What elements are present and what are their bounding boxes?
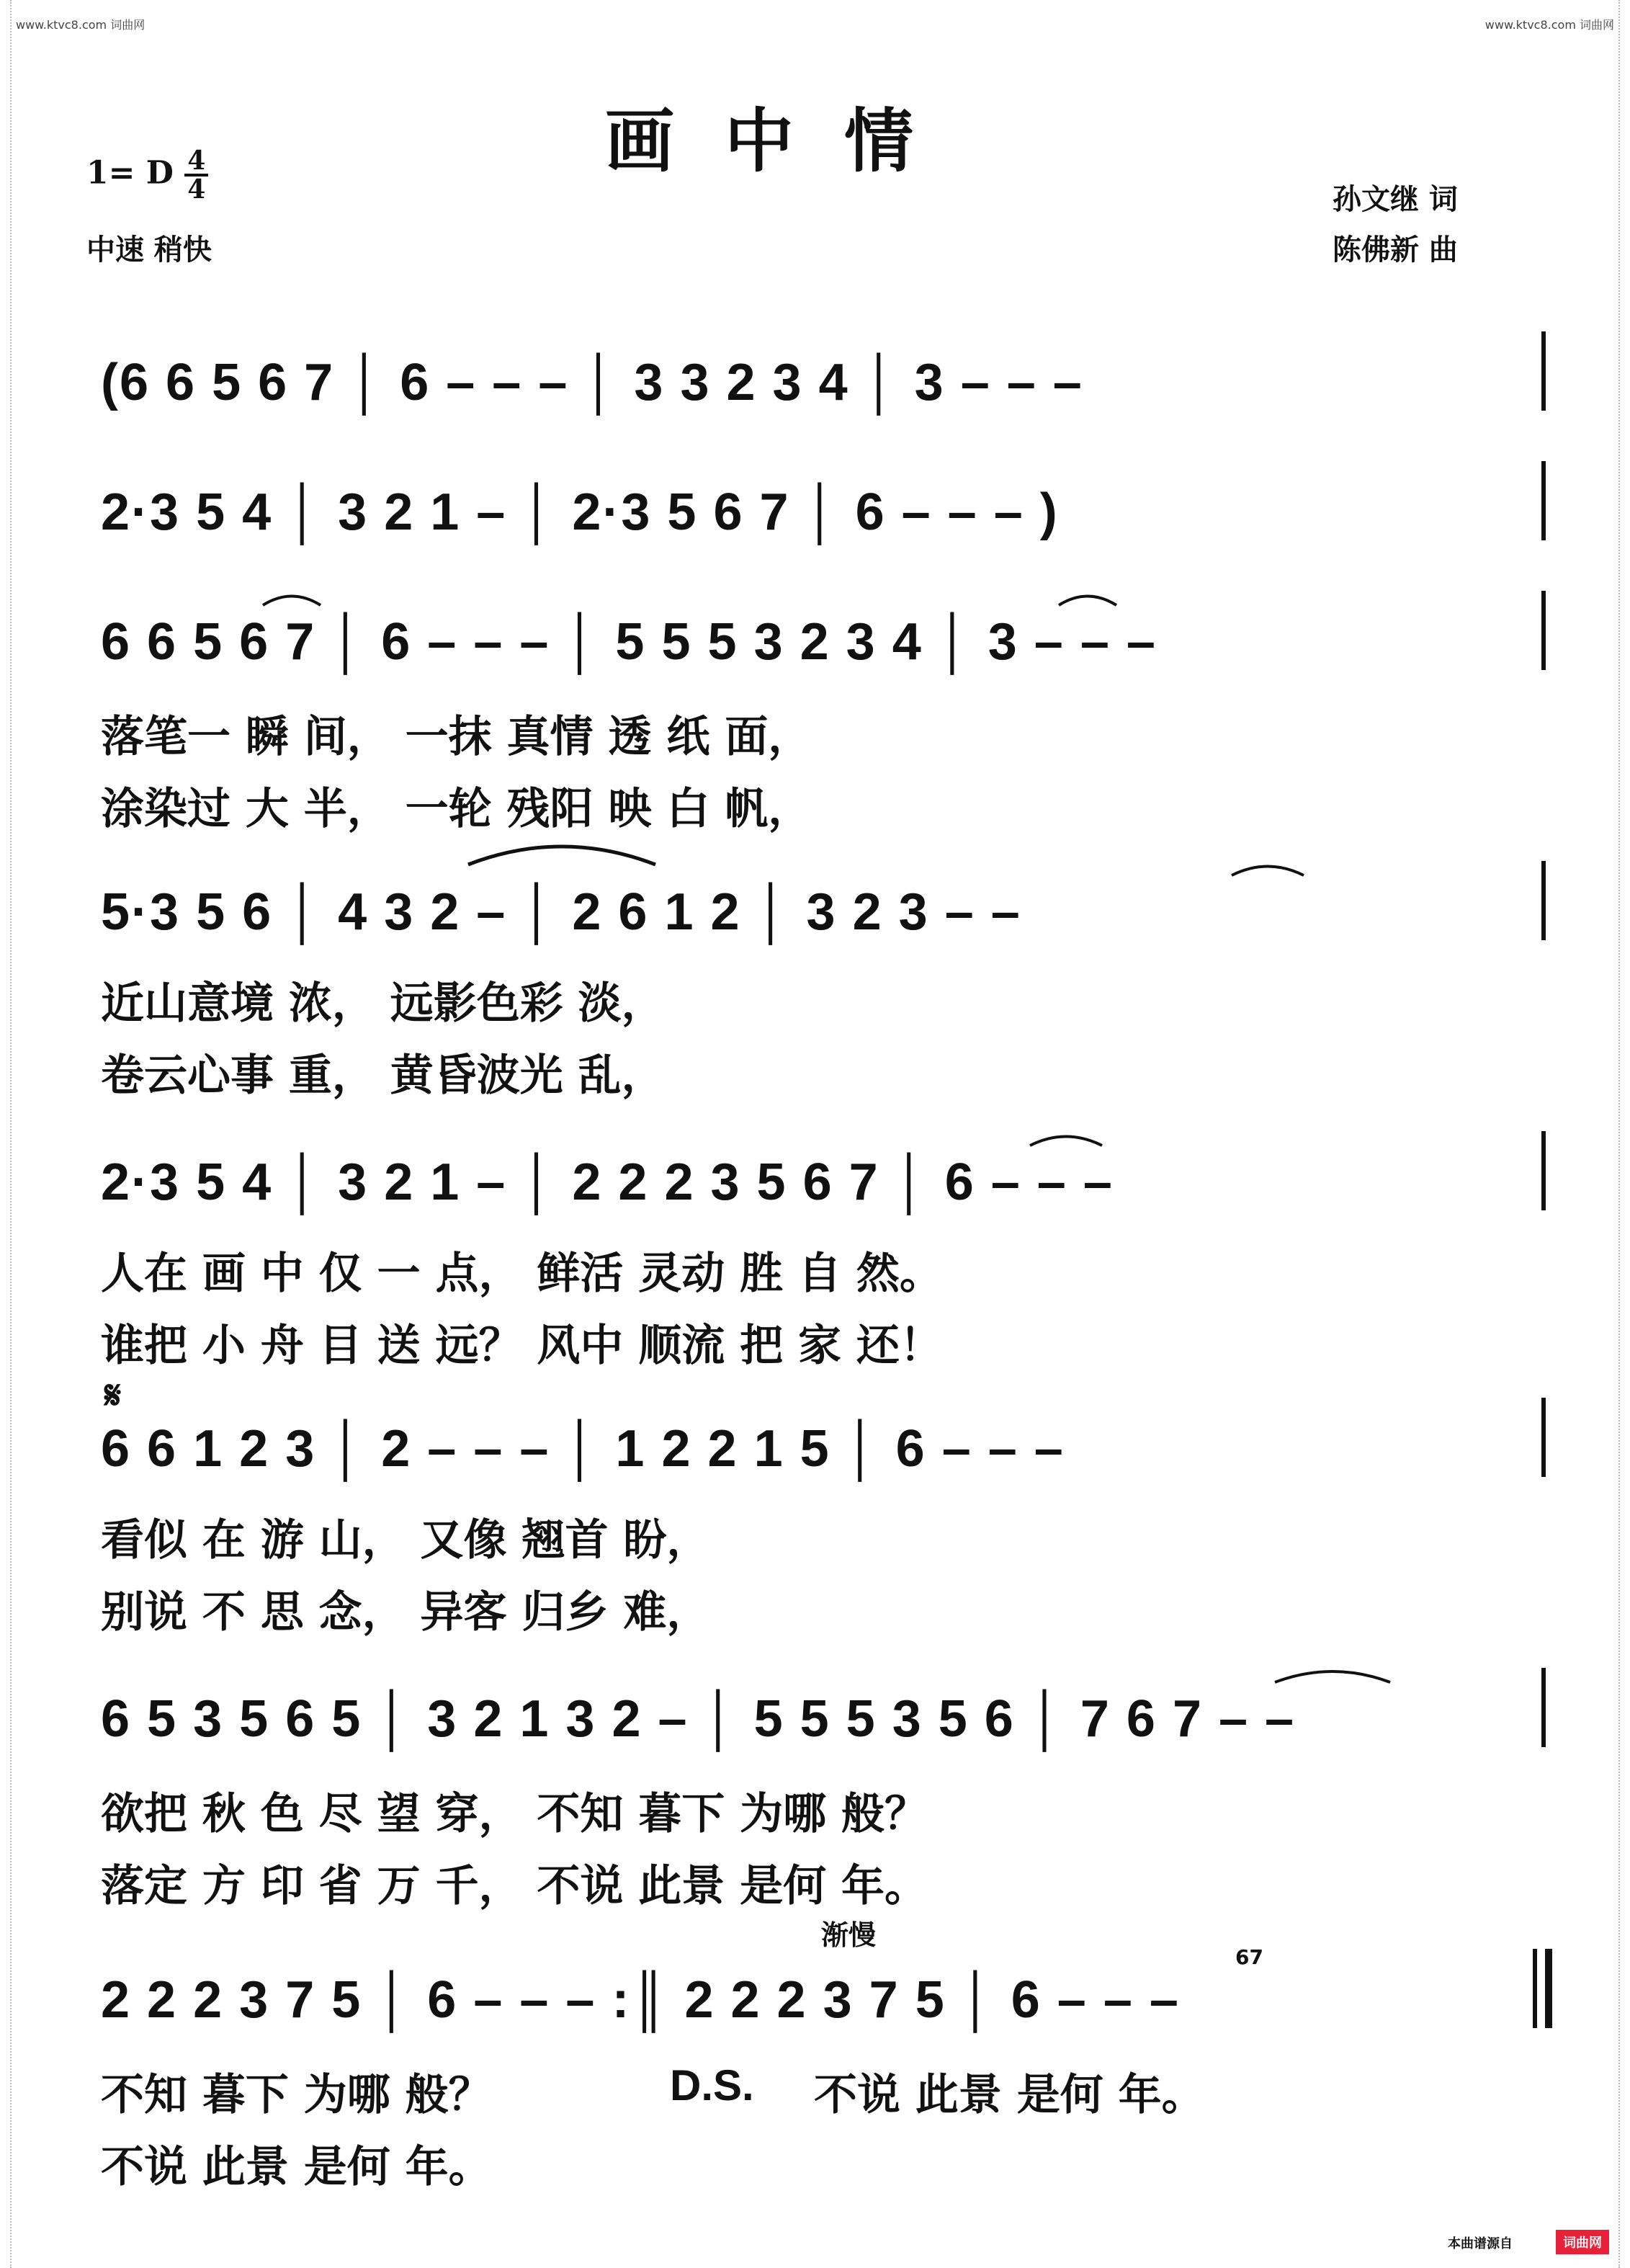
song-title: 画中情 — [605, 100, 964, 182]
score-row-4-notes: 5·3 5 6 │ 4 3 2 – │ 2 6 1 2 │ 3 2 3 – – — [101, 883, 1021, 941]
ritardando-marking: 渐慢 — [821, 1919, 877, 1951]
volta-mark: 67 — [1235, 1945, 1263, 1969]
slur-arc — [1059, 597, 1116, 606]
segno-sign: 𝄋 — [104, 1372, 122, 1418]
score-row-3-lyrics-verse2: 涂染过 大 半， 一轮 残阳 映 白 帆， — [101, 784, 812, 834]
score-row-3-notes: 6 6 5 6 7 │ 6 – – – │ 5 5 5 3 2 3 4 │ 3 – – – — [101, 613, 1157, 671]
score-row-7-lyrics-verse2: 落定 方 印 省 万 千， 不说 此景 是何 年。 — [101, 1861, 928, 1911]
lyricist-credit: 孙文继 词 — [1333, 183, 1458, 216]
score-row-5-notes: 2·3 5 4 │ 3 2 1 – │ 2 2 2 3 5 6 7 │ 6 – – – — [101, 1153, 1114, 1211]
score-row-6-notes: 6 6 1 2 3 │ 2 – – – │ 1 2 2 1 5 │ 6 – – – — [101, 1420, 1065, 1478]
score-row-1-notes: (6 6 5 6 7 │ 6 – – – │ 3 3 2 3 4 │ 3 – – – — [101, 354, 1083, 411]
score-row-8-lyrics-verse1: 不知 暮下 为哪 般？ — [101, 2070, 492, 2120]
slur-arc — [468, 847, 655, 865]
score-row-6-lyrics-verse2: 别说 不 思 念， 异客 归乡 难， — [101, 1587, 710, 1638]
score-row-3-lyrics-verse1: 落笔一 瞬 间， 一抹 真情 透 纸 面， — [101, 712, 812, 762]
tempo-marking: 中速 稍快 — [86, 233, 212, 267]
time-top: 4 — [184, 148, 208, 177]
time-bottom: 4 — [187, 174, 206, 205]
slur-arc — [263, 597, 321, 606]
score-row-5-lyrics-verse2: 谁把 小 舟 目 送 远？ 风中 顺流 把 家 还！ — [101, 1321, 943, 1371]
composer-credit: 陈佛新 曲 — [1333, 233, 1458, 267]
score-row-2-notes: 2·3 5 4 │ 3 2 1 – │ 2·3 5 6 7 │ 6 – – – ) — [101, 483, 1059, 541]
slur-arc — [1030, 1137, 1102, 1146]
ds-lyrics: 不说 此景 是何 年。 — [814, 2070, 1205, 2120]
slur-arc — [1232, 867, 1304, 876]
score-row-4-lyrics-verse2: 卷云心事 重， 黄昏波光 乱， — [101, 1050, 665, 1101]
dal-segno-label: D.S. — [670, 2061, 754, 2109]
footer-source-label: 本曲谱源自 — [1448, 2236, 1513, 2251]
key-label: 1= D — [86, 154, 174, 192]
footer-site-badge[interactable]: 词曲网 — [1556, 2230, 1609, 2254]
slur-arc — [1275, 1671, 1390, 1682]
score-row-7-lyrics-verse1: 欲把 秋 色 尽 望 穿， 不知 暮下 为哪 般？ — [101, 1789, 928, 1839]
score-row-4-lyrics-verse1: 近山意境 浓， 远影色彩 淡， — [101, 978, 665, 1029]
watermark-left: www.ktvc8.com 词曲网 — [16, 18, 145, 32]
score-row-8-lyrics-verse2: 不说 此景 是何 年。 — [101, 2142, 492, 2192]
score-row-6-lyrics-verse1: 看似 在 游 山， 又像 翘首 盼， — [101, 1515, 710, 1566]
score-row-8-notes: 2 2 2 3 7 5 │ 6 – – – :║ 2 2 2 3 7 5 │ 6 – – – — [101, 1971, 1180, 2029]
score-row-7-notes: 6 5 3 5 6 5 │ 3 2 1 3 2 – │ 5 5 5 3 5 6 │ 7 6 7 – – — [101, 1690, 1296, 1748]
score-row-5-lyrics-verse1: 人在 画 中 仅 一 点， 鲜活 灵动 胜 自 然。 — [101, 1249, 943, 1299]
watermark-right: www.ktvc8.com 词曲网 — [1485, 18, 1614, 32]
